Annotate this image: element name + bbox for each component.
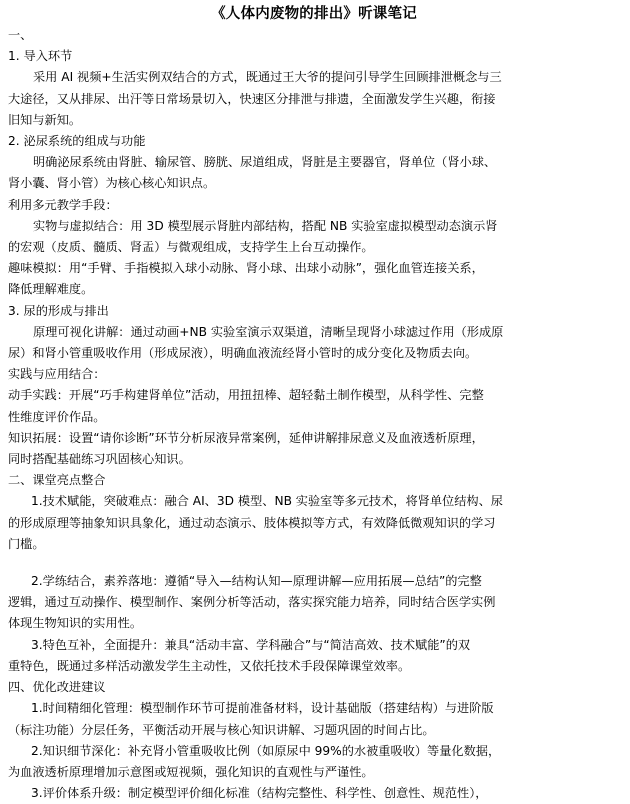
text-line: 1. 导入环节: [8, 49, 73, 64]
text-line: 动手实践：开展“巧手构建肾单位”活动，用扭扭棒、超轻黏土制作模型，从科学性、完整: [8, 388, 484, 403]
text-line: 体现生物知识的实用性。: [8, 616, 143, 631]
text-line: 1.时间精细化管理：模型制作环节可提前准备材料，设计基础版（搭建结构）与进阶版: [31, 701, 494, 716]
text-line: 利用多元教学手段：: [8, 197, 118, 212]
text-line: 逻辑，通过互动操作、模型制作、案例分析等活动，落实探究能力培养，同时结合医学实例: [8, 595, 496, 610]
text-line: 重特色，既通过多样活动激发学生主动性，又依托技术手段保障课堂效率。: [8, 658, 411, 673]
text-line: 同时搭配基础练习巩固核心知识。: [8, 452, 191, 467]
text-line: 大途径，又从排尿、出汗等日常场景切入，快速区分排泄与排遗，全面激发学生兴趣，衔接: [8, 91, 496, 106]
document-page: [0, 3, 630, 801]
paragraph-gap: [8, 555, 620, 571]
text-line: 门槛。: [8, 536, 45, 551]
text-line: 的形成原理等抽象知识具象化，通过动态演示、肢体模拟等方式，有效降低微观知识的学习: [8, 515, 496, 530]
text-line: 为血液透析原理增加示意图或短视频，强化知识的直观性与严谨性。: [8, 764, 374, 779]
text-line: 采用 AI 视频+生活实例双结合的方式，既通过王大爷的提问引导学生回顾排泄概念与三: [33, 70, 502, 85]
document-body: [8, 25, 620, 804]
text-line: 四、优化改进建议: [8, 680, 106, 695]
text-line: 一、: [8, 28, 33, 42]
text-line: 明确泌尿系统由肾脏、输尿管、膀胱、尿道组成，肾脏是主要器官，肾单位（肾小球、: [33, 155, 497, 170]
text-line: 3.评价体系升级：制定模型评价细化标准（结构完整性、科学性、创意性、规范性），: [31, 786, 488, 801]
text-line: 3. 尿的形成与排出: [8, 303, 109, 318]
text-line: 肾小囊、肾小管）为核心核心知识点。: [8, 176, 216, 191]
text-line: 实践与应用结合：: [8, 367, 106, 382]
text-line: 2.知识细节深化：补充肾小管重吸收比例（如原尿中 99%的水被重吸收）等量化数据，: [31, 743, 501, 758]
text-line: 性维度评价作品。: [8, 409, 106, 424]
text-line: （标注功能）分层任务，平衡活动开展与核心知识讲解、习题巩固的时间占比。: [8, 722, 435, 737]
text-line: 尿）和肾小管重吸收作用（形成尿液），明确血液流经肾小管时的成分变化及物质去向。: [8, 346, 478, 361]
text-line: 的宏观（皮质、髓质、肾盂）与微观组成，支持学生上台互动操作。: [8, 240, 374, 255]
text-line: 趣味模拟：用“手臂、手指模拟入球小动脉、肾小球、出球小动脉”，强化血管连接关系，: [8, 261, 484, 276]
text-line: 实物与虚拟结合：用 3D 模型展示肾脏内部结构，搭配 NB 实验室虚拟模型动态演示肾: [33, 218, 498, 233]
page-title: 《人体内废物的排出》听课笔记: [211, 6, 417, 22]
text-line: 原理可视化讲解：通过动画+NB 实验室演示双渠道，清晰呈现肾小球滤过作用（形成原: [33, 324, 504, 339]
text-line: 知识拓展：设置“请你诊断”环节分析尿液异常案例，延伸讲解排尿意义及血液透析原理，: [8, 430, 484, 445]
text-line: 3.特色互补，全面提升：兼具“活动丰富、学科融合”与“简洁高效、技术赋能”的双: [31, 637, 471, 652]
text-line: 旧知与新知。: [8, 112, 82, 127]
text-line: 2. 泌尿系统的组成与功能: [8, 134, 146, 149]
text-line: 2.学练结合，素养落地：遵循“导入—结构认知—原理讲解—应用拓展—总结”的完整: [31, 574, 482, 589]
text-line: 1.技术赋能，突破难点：融合 AI、3D 模型、NB 实验室等多元技术，将肾单位结构、尿: [31, 494, 503, 509]
text-line: 降低理解难度。: [8, 282, 94, 297]
text-line: 二、课堂亮点整合: [8, 473, 106, 488]
